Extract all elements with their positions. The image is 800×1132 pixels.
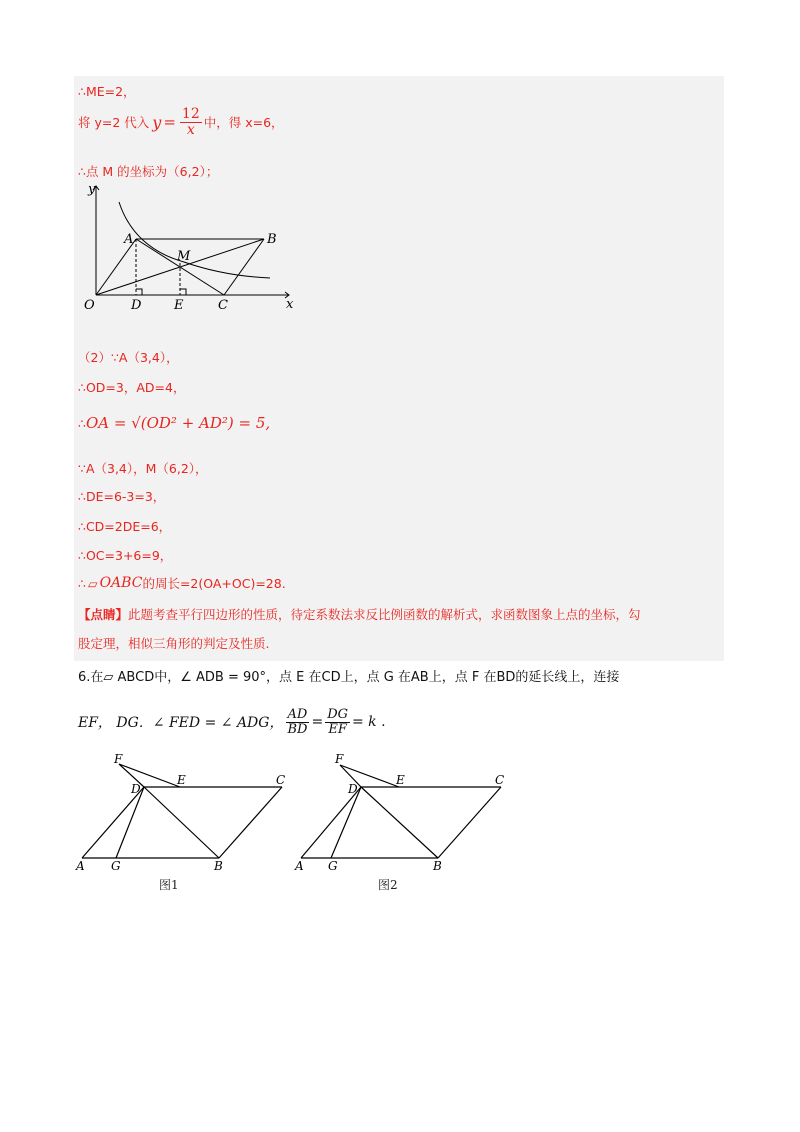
line-oc: ∴OC=3+6=9，	[78, 548, 173, 563]
line-od-ad: ∴OD=3，AD=4，	[78, 380, 186, 395]
ratio-equals: =	[311, 714, 324, 731]
line-perimeter	[78, 574, 286, 592]
fig1-label-f: F	[114, 752, 123, 766]
fig1-label-b: B	[214, 859, 223, 873]
right-angle-e	[180, 289, 186, 295]
oa-prefix: ∴	[78, 415, 86, 431]
perim-prefix: ∴	[78, 575, 86, 591]
ratio1-denominator: BD	[287, 721, 308, 737]
perim-suffix: 的周长=2(OA+OC)=28.	[142, 576, 286, 591]
oa-expression: OA = √(OD² + AD²) = 5,	[85, 414, 271, 432]
sub-fraction	[180, 107, 202, 137]
label-y: y	[88, 182, 96, 197]
figure-2	[293, 752, 513, 874]
hyperbola-curve	[119, 202, 270, 278]
ratio2-denominator: EF	[328, 721, 347, 737]
fig2-segment-ad	[301, 787, 361, 858]
figure-2-caption: 图2	[378, 878, 398, 892]
line-coord: ∴点 M 的坐标为（6,2）；	[78, 164, 219, 179]
ratio1-numerator: AD	[287, 707, 308, 722]
label-b: B	[267, 232, 277, 247]
label-c: C	[218, 298, 228, 313]
comment-tag: 【点睛】	[78, 607, 129, 622]
line-oa	[78, 414, 270, 432]
sub-numerator: 12	[181, 106, 200, 122]
segment-oa	[96, 239, 136, 295]
parallelogram-icon: ▱	[87, 575, 98, 591]
fig2-label-b: B	[433, 859, 442, 873]
fig1-segment-bd	[144, 787, 219, 858]
ratio2-numerator: DG	[327, 707, 348, 722]
coordinate-figure	[74, 180, 304, 315]
line-part2: （2）∵A（3,4），	[78, 350, 179, 365]
figure-1-caption: 图1	[159, 878, 179, 892]
fig2-label-f: F	[335, 752, 344, 766]
comment-text1: 此题考查平行四边形的性质，待定系数法求反比例函数的解析式，求函数图象上点的坐标，勾	[128, 607, 641, 622]
problem-line2-text: EF， DG．∠ FED = ∠ ADG，	[78, 715, 284, 732]
fig1-segment-dg	[116, 787, 144, 858]
ratio-ad-bd	[285, 708, 309, 736]
line-cd: ∴CD=2DE=6，	[78, 519, 172, 534]
line-substitute	[78, 107, 284, 137]
fig1-label-a: A	[76, 859, 85, 873]
comment-line1	[78, 605, 641, 623]
label-o: O	[84, 298, 95, 313]
sub-eq: =	[163, 113, 176, 132]
fig1-segment-ad	[82, 787, 144, 858]
sub-suffix: 中，得 x=6，	[203, 115, 284, 131]
ratio-k: = k .	[352, 714, 386, 731]
sub-denominator: x	[186, 121, 195, 138]
problem-line1: 6.在▱ ABCD中，∠ ADB = 90°，点 E 在CD上，点 G 在AB上，点 F 在BD的延长线上，连接	[78, 670, 620, 685]
label-x: x	[286, 297, 294, 312]
label-d: D	[131, 298, 142, 313]
fig1-label-c: C	[276, 773, 286, 787]
label-a: A	[124, 232, 134, 247]
fig2-label-a: A	[295, 859, 304, 873]
fig2-label-e: E	[396, 773, 405, 787]
fig1-label-d: D	[131, 782, 141, 796]
label-m: M	[177, 249, 191, 264]
ratio-dg-ef	[325, 708, 350, 736]
fig1-label-e: E	[177, 773, 186, 787]
fig2-segment-dg	[331, 787, 361, 858]
fig1-segment-bc	[219, 787, 282, 858]
comment-line2: 股定理，相似三角形的判定及性质.	[78, 636, 270, 651]
fig2-label-d: D	[348, 782, 358, 796]
perim-name: OABC	[99, 575, 143, 591]
fig1-label-g: G	[111, 859, 121, 873]
fig2-segment-bd	[361, 787, 438, 858]
fig2-label-c: C	[495, 773, 505, 787]
fig2-segment-bc	[438, 787, 501, 858]
figure-1	[74, 752, 294, 874]
line-me: ∴ME=2，	[78, 84, 136, 99]
line-de: ∴DE=6-3=3，	[78, 489, 166, 504]
label-e: E	[174, 298, 184, 313]
line-am: ∵A（3,4），M（6,2），	[78, 461, 208, 476]
right-angle-d	[136, 289, 142, 295]
sub-prefix: 将 y=2 代入	[78, 115, 150, 131]
segment-bc	[224, 239, 264, 295]
fig2-label-g: G	[328, 859, 338, 873]
sub-y: y	[152, 112, 162, 132]
problem-line2	[78, 708, 386, 736]
fig1-segment-fe	[119, 764, 180, 787]
segment-ac	[136, 239, 224, 295]
